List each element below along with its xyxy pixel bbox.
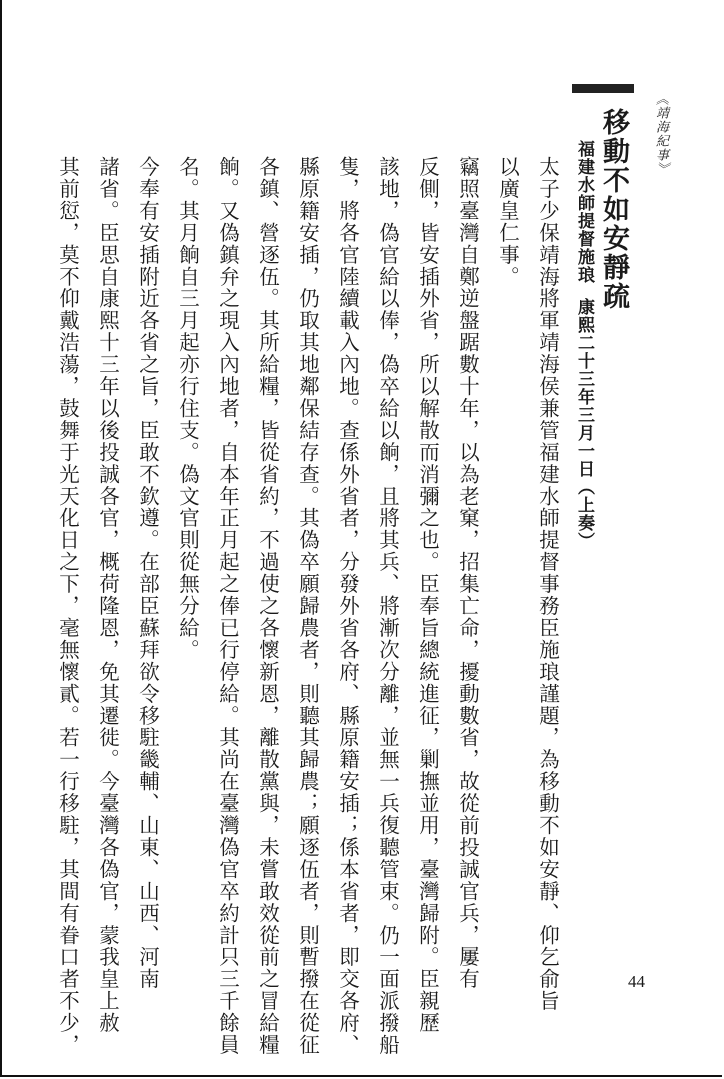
body-line-13: 其前愆，莫不仰戴浩蕩，鼓舞于光天化日之下，毫無懷貳。若一行移駐，其間有眷口者不少，: [55, 156, 80, 1056]
memorial-date: 康熙二十三年三月一日（上奏）: [574, 298, 594, 550]
body-line-11: 今奉有安插附近各省之旨，臣敢不欽遵。在部臣蘇拜欲令移駐畿輔、山東、山西、河南: [135, 156, 160, 991]
author-line: [575, 140, 592, 550]
body-line-5: 該地，偽官給以俸，偽卒給以餉，且將其兵、將漸次分離，並無一兵復聽管束。仍一面派撥船: [375, 156, 400, 1056]
body-line-4: 反側，皆安插外省，所以解散而消彌之也。臣奉旨總統進征，剿撫並用，臺灣歸附。臣親歷: [415, 156, 440, 1034]
body-line-6: 隻，將各官陸續載入內地。查係外省者，分發外省各府、縣原籍安插；係本省者，即交各府、: [335, 156, 360, 1056]
header-bar: [572, 84, 634, 93]
author-name: 福建水師提督施琅: [574, 140, 594, 284]
body-line-3: 竊照臺灣自鄭逆盤踞數十年，以為老窠，招集亡命，擾動數省，故從前投誠官兵，屢有: [455, 156, 480, 991]
body-line-12: 諸省。臣思自康熙十三年以後投誠各官，概荷隆恩，免其遷徙。今臺灣各偽官，蒙我皇上赦: [95, 156, 120, 1034]
body-line-8: 各鎮、營逐伍。其所給糧，皆從省約，不過使之各懷新恩，離散黨與，未嘗敢效從前之冒給糧: [255, 156, 280, 1056]
running-head: 《靖海紀事》: [653, 92, 668, 176]
page-number: 44: [628, 972, 645, 991]
body-line-9: 餉。又偽鎮弁之現入內地者，自本年正月起之俸已行停給。其尚在臺灣偽官卒約計只三千餘員: [215, 156, 240, 1056]
page-title: 移動不如安靜疏: [598, 108, 629, 311]
body-line-7: 縣原籍安插，仍取其地鄰保結存查。其偽卒願歸農者，則聽其歸農；願逐伍者，則暫撥在從征: [295, 156, 320, 1056]
body-line-1: 太子少保靖海將軍靖海侯兼管福建水師提督事務臣施琅謹題，為移動不如安靜、仰乞俞旨: [535, 156, 560, 1013]
body-line-10: 名。其月餉自三月起亦行住支。偽文官則從無分給。: [175, 156, 200, 661]
body-line-2: 以廣皇仁事。: [495, 156, 520, 288]
